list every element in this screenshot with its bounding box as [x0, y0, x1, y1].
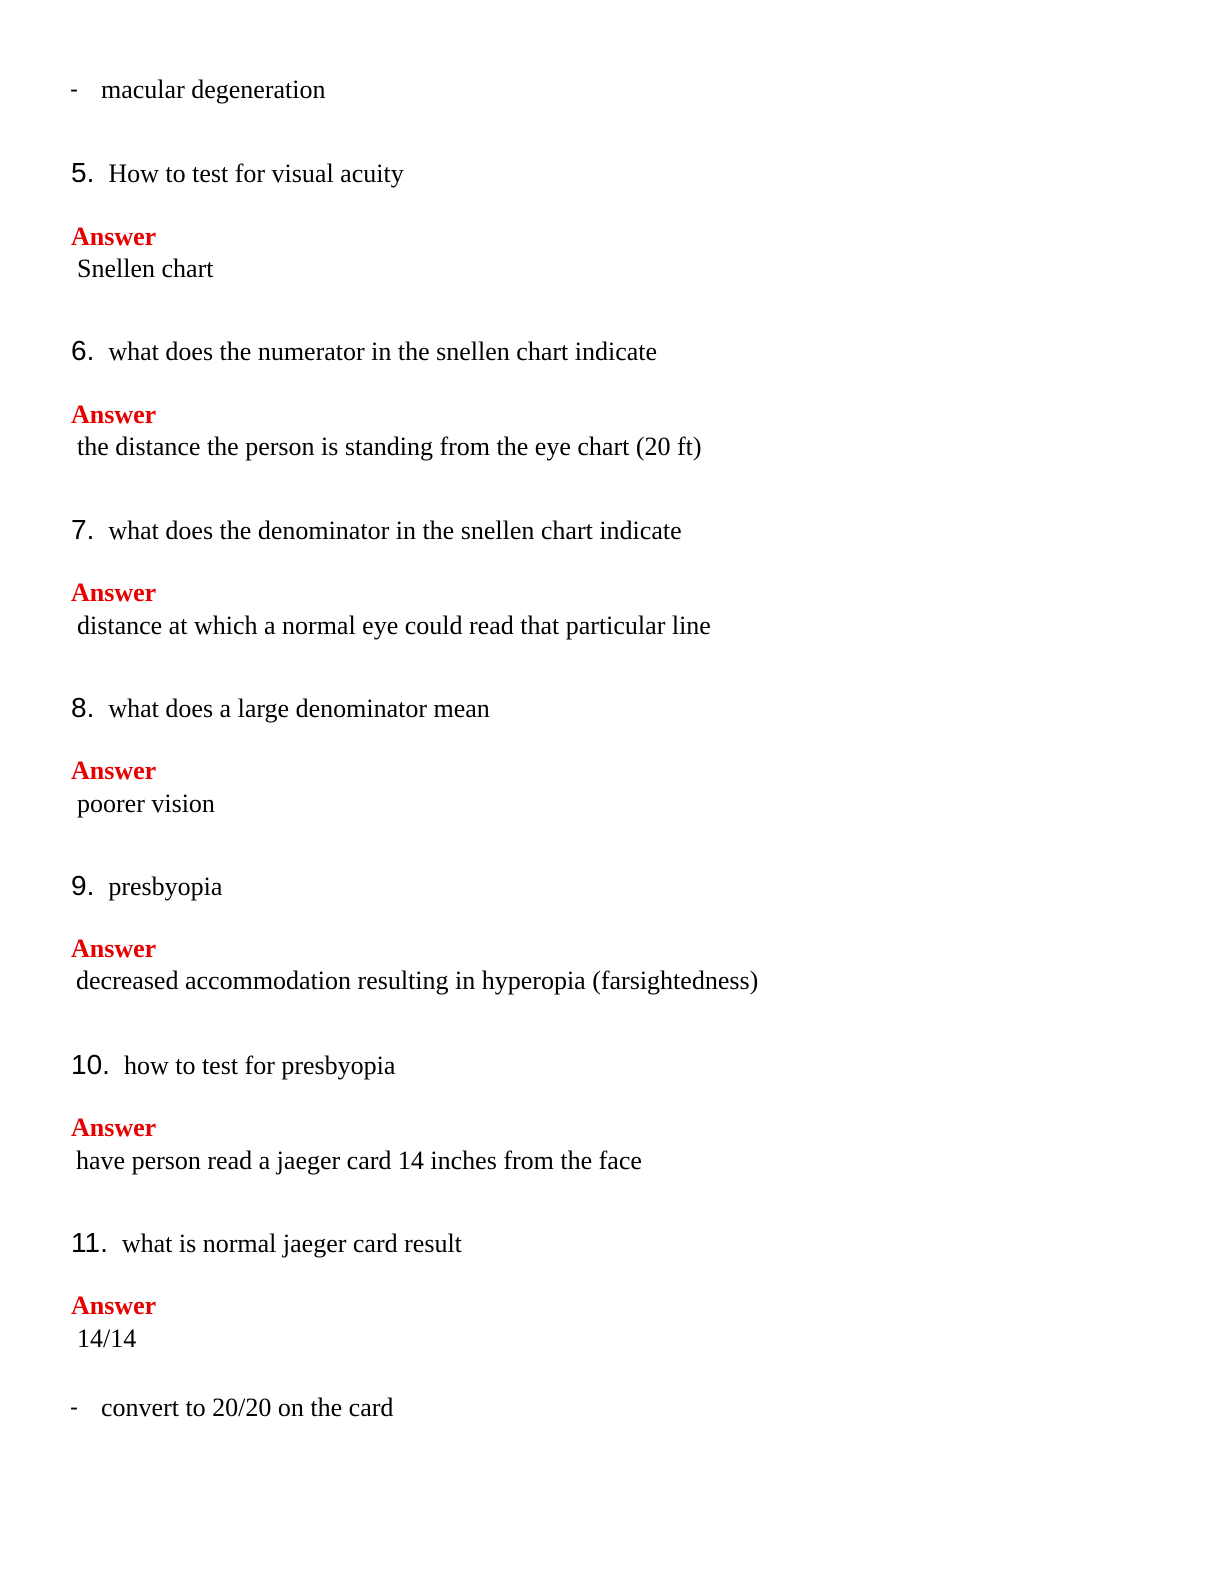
- answer-text: poorer vision: [77, 789, 215, 818]
- question-text: what is normal jaeger card result: [121, 1229, 462, 1258]
- answer-label: Answer: [71, 1113, 157, 1142]
- answer-label: Answer: [71, 1291, 157, 1320]
- question-text: what does the denominator in the snellen chart indicate: [108, 516, 682, 545]
- question-number: 9.: [71, 870, 95, 901]
- answer-text: decreased accommodation resulting in hyperopia (farsightedness): [76, 966, 759, 995]
- question-11: [71, 1228, 462, 1259]
- question-number: 10.: [71, 1049, 110, 1080]
- question-number: 11.: [71, 1227, 108, 1258]
- bullet-dash: -: [70, 1394, 78, 1421]
- question-text: what does a large denominator mean: [108, 694, 490, 723]
- answer-text: 14/14: [77, 1324, 137, 1353]
- answer-text: Snellen chart: [77, 254, 214, 283]
- question-text: how to test for presbyopia: [123, 1051, 396, 1080]
- question-10: [71, 1050, 395, 1081]
- question-number: 5.: [71, 157, 95, 188]
- question-number: 7.: [71, 514, 95, 545]
- answer-label: Answer: [71, 400, 157, 429]
- question-number: 6.: [71, 335, 95, 366]
- question-number: 8.: [71, 692, 95, 723]
- answer-label: Answer: [71, 222, 157, 251]
- question-text: presbyopia: [108, 872, 223, 901]
- question-7: [71, 515, 682, 546]
- question-6: [71, 336, 657, 367]
- answer-label: Answer: [71, 934, 157, 963]
- answer-label: Answer: [71, 756, 157, 785]
- answer-text: distance at which a normal eye could read that particular line: [77, 611, 711, 640]
- bullet-text: macular degeneration: [101, 75, 326, 104]
- question-text: How to test for visual acuity: [108, 159, 404, 188]
- answer-label: Answer: [71, 578, 157, 607]
- bullet-text: convert to 20/20 on the card: [101, 1393, 394, 1422]
- question-9: [71, 871, 222, 902]
- answer-text: have person read a jaeger card 14 inches from the face: [76, 1146, 642, 1175]
- answer-text: the distance the person is standing from the eye chart (20 ft): [77, 432, 702, 461]
- question-text: what does the numerator in the snellen chart indicate: [108, 337, 658, 366]
- question-8: [71, 693, 490, 724]
- question-5: [71, 158, 404, 189]
- bullet-dash: -: [70, 76, 78, 103]
